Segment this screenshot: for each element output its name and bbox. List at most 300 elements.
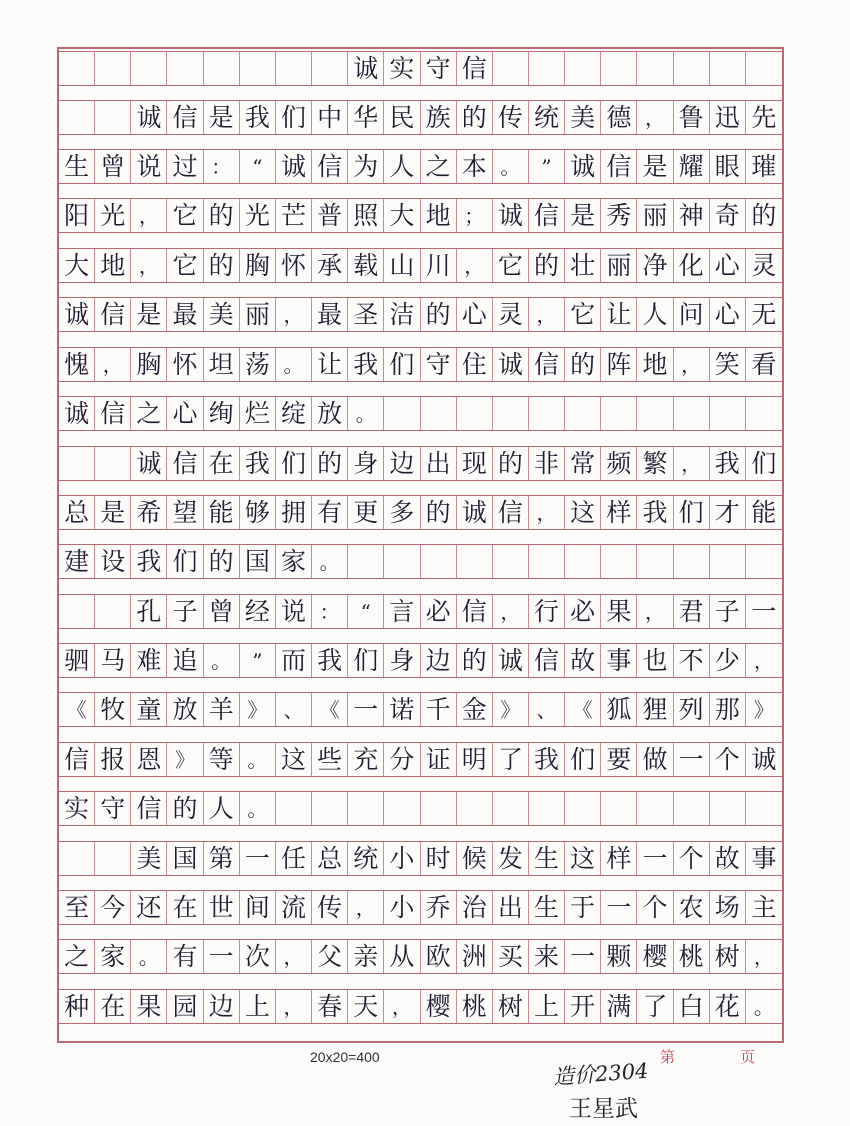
grid-cell: 诚 <box>59 298 95 331</box>
grid-cell: 小 <box>384 842 420 875</box>
grid-cell: 它 <box>493 249 529 282</box>
grid-cell: 璀 <box>751 152 777 181</box>
grid-cell <box>167 52 203 85</box>
grid-cell: 诚 <box>493 644 529 677</box>
grid-cell: 诺 <box>384 693 420 726</box>
grid-cell: ， <box>637 595 673 628</box>
grid-cell: 买 <box>493 940 529 973</box>
grid-cell: 于 <box>565 891 601 924</box>
grid-cell <box>746 792 782 825</box>
grid-cell: 一 <box>601 891 637 924</box>
grid-cell <box>746 397 782 430</box>
grid-cell: 绽 <box>276 397 312 430</box>
grid-cell: 曾 <box>204 595 240 628</box>
grid-cell: 望 <box>167 496 203 529</box>
grid-cell: 丽 <box>637 199 673 232</box>
grid-cell: 让 <box>601 298 637 331</box>
grid-cell: 信 <box>95 397 131 430</box>
grid-cell: 传 <box>312 891 348 924</box>
grid-cell: 还 <box>131 891 167 924</box>
grid-cell <box>601 792 637 825</box>
grid-cell: 有 <box>167 940 203 973</box>
grid-cell: 种 <box>59 990 95 1023</box>
grid-cell: 桃 <box>457 990 493 1023</box>
grid-cell: 放 <box>312 397 348 430</box>
grid-cell <box>565 792 601 825</box>
grid-cell: ， <box>529 298 565 331</box>
grid-row <box>59 989 782 1024</box>
grid-cell <box>674 545 710 578</box>
grid-cell <box>493 792 529 825</box>
grid-cell: 们 <box>348 644 384 677</box>
page-label-di: 第 <box>660 1049 676 1066</box>
grid-cell: ， <box>493 595 529 628</box>
grid-cell: 们 <box>674 496 710 529</box>
grid-cell: 一 <box>751 597 777 626</box>
grid-cell: 世 <box>204 891 240 924</box>
grid-cell <box>674 52 710 85</box>
grid-cell <box>276 52 312 85</box>
grid-cell: ， <box>348 891 384 924</box>
grid-cell: 奇 <box>710 199 746 232</box>
grid-cell: 花 <box>710 990 746 1023</box>
grid-cell: 信 <box>167 447 203 480</box>
grid-cell: 是 <box>95 496 131 529</box>
grid-cell: 地 <box>421 199 457 232</box>
grid-cell: 必 <box>565 595 601 628</box>
grid-cell <box>637 545 673 578</box>
grid-cell: 、 <box>529 693 565 726</box>
grid-cell: 神 <box>674 199 710 232</box>
grid-cell: 》 <box>493 693 529 726</box>
grid-cell: 我 <box>637 496 673 529</box>
grid-cell: 载 <box>348 249 384 282</box>
grid-cell <box>457 397 493 430</box>
grid-cell: 让 <box>312 348 348 381</box>
grid-cell <box>348 545 384 578</box>
grid-cell: 乔 <box>421 891 457 924</box>
grid-cell: 信 <box>167 101 203 134</box>
grid-cell: 一 <box>348 693 384 726</box>
grid-cell: 亲 <box>348 940 384 973</box>
grid-cell: 做 <box>637 743 673 776</box>
grid-cell: 少 <box>710 644 746 677</box>
grid-cell: 看 <box>751 350 777 379</box>
grid-cell: 信 <box>131 792 167 825</box>
grid-cell: 它 <box>565 298 601 331</box>
grid-row <box>59 692 782 727</box>
grid-cell: 明 <box>457 743 493 776</box>
grid-cell: 总 <box>59 496 95 529</box>
grid-cell: 治 <box>457 891 493 924</box>
grid-cell: 在 <box>204 447 240 480</box>
grid-cell: 的 <box>421 298 457 331</box>
grid-cell: 《 <box>312 693 348 726</box>
grid-cell: 阳 <box>59 199 95 232</box>
grid-cell: ； <box>457 199 493 232</box>
grid-cell <box>421 545 457 578</box>
grid-cell <box>95 447 131 480</box>
grid-cell <box>312 52 348 85</box>
grid-cell: 些 <box>312 743 348 776</box>
grid-cell: 的 <box>204 199 240 232</box>
grid-cell <box>493 545 529 578</box>
grid-cell: 的 <box>751 201 777 230</box>
grid-cell: 样 <box>601 842 637 875</box>
grid-cell: 地 <box>95 249 131 282</box>
grid-cell: 笑 <box>710 348 746 381</box>
grid-cell: ， <box>753 648 774 673</box>
grid-cell: 信 <box>529 644 565 677</box>
grid-cell: 坦 <box>204 348 240 381</box>
grid-cell <box>421 397 457 430</box>
grid-cell: 个 <box>637 891 673 924</box>
grid-cell: 边 <box>384 447 420 480</box>
grid-cell <box>131 52 167 85</box>
grid-cell: 胸 <box>131 348 167 381</box>
grid-cell: 能 <box>204 496 240 529</box>
grid-cell: 》 <box>167 743 203 776</box>
grid-cell: 壮 <box>565 249 601 282</box>
grid-cell: 美 <box>131 842 167 875</box>
grid-cell: 等 <box>204 743 240 776</box>
grid-cell: 的 <box>167 792 203 825</box>
grid-cell: 非 <box>529 447 565 480</box>
grid-cell: 故 <box>710 842 746 875</box>
grid-cell: 鲁 <box>674 101 710 134</box>
grid-cell: 追 <box>167 644 203 677</box>
grid-cell: 生 <box>529 842 565 875</box>
grid-cell: 这 <box>565 842 601 875</box>
grid-row <box>59 396 782 431</box>
grid-cell: 人 <box>204 792 240 825</box>
grid-cell: 诚 <box>276 150 312 183</box>
grid-cell: 承 <box>312 249 348 282</box>
grid-cell: 诚 <box>565 150 601 183</box>
grid-cell: 的 <box>493 447 529 480</box>
grid-cell: 我 <box>710 447 746 480</box>
grid-cell: 身 <box>384 644 420 677</box>
grid-cell: 更 <box>348 496 384 529</box>
grid-cell: 诚 <box>348 52 384 85</box>
grid-cell <box>59 52 95 85</box>
grid-cell: 我 <box>240 101 276 134</box>
grid-cell: 普 <box>312 199 348 232</box>
grid-cell: 有 <box>312 496 348 529</box>
grid-cell: 桃 <box>674 940 710 973</box>
grid-cell <box>384 792 420 825</box>
grid-cell: 荡 <box>240 348 276 381</box>
grid-cell: 眼 <box>710 150 746 183</box>
grid-cell: 要 <box>601 743 637 776</box>
grid-cell: 树 <box>493 990 529 1023</box>
grid-cell: 是 <box>565 199 601 232</box>
grid-cell <box>312 792 348 825</box>
grid-cell <box>95 101 131 134</box>
grid-cell: 难 <box>131 644 167 677</box>
grid-cell: “ <box>348 595 384 628</box>
grid-cell: 园 <box>167 990 203 1023</box>
grid-cell: 诚 <box>131 447 167 480</box>
grid-cell: ： <box>204 150 240 183</box>
grid-cell: 们 <box>384 348 420 381</box>
grid-cell: 满 <box>601 990 637 1023</box>
grid-cell: 过 <box>167 150 203 183</box>
grid-cell: 诚 <box>751 745 777 774</box>
grid-cell: ， <box>276 298 312 331</box>
grid-cell: 行 <box>529 595 565 628</box>
grid-cell: 而 <box>276 644 312 677</box>
grid-cell: 果 <box>601 595 637 628</box>
grid-cell: 守 <box>95 792 131 825</box>
grid-cell: 丽 <box>240 298 276 331</box>
grid-cell: ， <box>276 990 312 1023</box>
grid-cell: 的 <box>312 447 348 480</box>
grid-cell <box>565 545 601 578</box>
grid-cell: 信 <box>457 52 493 85</box>
grid-cell: ， <box>276 940 312 973</box>
grid-cell: 信 <box>312 150 348 183</box>
grid-cell: 我 <box>240 447 276 480</box>
grid-cell: 在 <box>95 990 131 1023</box>
author-name: 王星武 <box>569 1096 638 1122</box>
grid-cell: 光 <box>240 199 276 232</box>
grid-cell: 上 <box>529 990 565 1023</box>
grid-cell: 是 <box>637 150 673 183</box>
grid-cell: 山 <box>384 249 420 282</box>
grid-cell: 家 <box>276 545 312 578</box>
grid-cell: 是 <box>204 101 240 134</box>
grid-cell: 充 <box>348 743 384 776</box>
grid-cell <box>746 52 782 85</box>
grid-cell: 化 <box>674 249 710 282</box>
grid-cell: 任 <box>276 842 312 875</box>
grid-cell: 是 <box>131 298 167 331</box>
grid-cell: 拥 <box>276 496 312 529</box>
grid-cell: 无 <box>751 300 777 329</box>
grid-cell: ， <box>384 990 420 1023</box>
grid-cell <box>384 545 420 578</box>
grid-cell: 守 <box>421 348 457 381</box>
grid-cell: ， <box>674 348 710 381</box>
grid-cell: 。 <box>240 743 276 776</box>
grid-cell: 树 <box>710 940 746 973</box>
grid-cell: 事 <box>601 644 637 677</box>
grid-cell: ， <box>529 496 565 529</box>
grid-cell: 。 <box>204 644 240 677</box>
grid-cell: 事 <box>751 844 777 873</box>
grid-cell: 来 <box>529 940 565 973</box>
grid-cell: 们 <box>167 545 203 578</box>
grid-cell: 一 <box>565 940 601 973</box>
grid-cell: 》 <box>753 697 774 722</box>
grid-cell: 时 <box>421 842 457 875</box>
grid-cell: 的 <box>565 348 601 381</box>
grid-row <box>59 841 782 876</box>
grid-cell: 报 <box>95 743 131 776</box>
grid-cell: 照 <box>348 199 384 232</box>
grid-row <box>59 100 782 135</box>
grid-cell: 国 <box>167 842 203 875</box>
grid-cell <box>59 101 95 134</box>
grid-cell: 心 <box>457 298 493 331</box>
grid-cell: 实 <box>384 52 420 85</box>
grid-cell: 父 <box>312 940 348 973</box>
grid-cell: 农 <box>674 891 710 924</box>
grid-cell: 在 <box>167 891 203 924</box>
grid-cell <box>384 397 420 430</box>
grid-cell: 。 <box>493 150 529 183</box>
grid-cell <box>276 792 312 825</box>
grid-cell: 间 <box>240 891 276 924</box>
grid-cell <box>529 545 565 578</box>
grid-cell: 牧 <box>95 693 131 726</box>
grid-cell: ， <box>637 101 673 134</box>
grid-cell: 洲 <box>457 940 493 973</box>
grid-cell: 至 <box>59 891 95 924</box>
grid-cell: 它 <box>167 249 203 282</box>
grid-cell: 千 <box>421 693 457 726</box>
grid-cell: 信 <box>457 595 493 628</box>
grid-cell: 金 <box>457 693 493 726</box>
grid-cell: 。 <box>131 940 167 973</box>
grid-cell: 出 <box>493 891 529 924</box>
grid-cell: 身 <box>348 447 384 480</box>
grid-cell: ， <box>95 348 131 381</box>
grid-cell: 家 <box>95 940 131 973</box>
grid-cell <box>59 842 95 875</box>
grid-cell: 美 <box>565 101 601 134</box>
grid-cell: 们 <box>751 449 777 478</box>
grid-cell: 一 <box>674 743 710 776</box>
grid-row <box>59 149 782 184</box>
page-label-ye: 页 <box>740 1049 756 1066</box>
grid-cell <box>457 545 493 578</box>
grid-row <box>59 890 782 925</box>
grid-cell: 一 <box>204 940 240 973</box>
grid-cell: ” <box>529 150 565 183</box>
grid-cell: ” <box>240 644 276 677</box>
grid-cell: 能 <box>751 498 777 527</box>
grid-cell: 诚 <box>493 199 529 232</box>
grid-cell <box>95 52 131 85</box>
grid-cell: 信 <box>95 298 131 331</box>
grid-cell: 统 <box>529 101 565 134</box>
grid-cell: 样 <box>601 496 637 529</box>
grid-cell: 问 <box>674 298 710 331</box>
grid-cell: 胸 <box>240 249 276 282</box>
grid-cell: 这 <box>276 743 312 776</box>
grid-cell: 民 <box>384 101 420 134</box>
grid-row <box>59 791 782 826</box>
grid-cell: 子 <box>167 595 203 628</box>
grid-cell: 狸 <box>637 693 673 726</box>
grid-cell <box>240 52 276 85</box>
grid-cell: 它 <box>167 199 203 232</box>
grid-cell <box>710 52 746 85</box>
grid-cell: 今 <box>95 891 131 924</box>
grid-cell <box>565 52 601 85</box>
grid-cell <box>59 595 95 628</box>
grid-cell: 们 <box>565 743 601 776</box>
grid-cell <box>601 545 637 578</box>
grid-cell <box>59 447 95 480</box>
grid-cell: 之 <box>421 150 457 183</box>
grid-cell: 的 <box>529 249 565 282</box>
grid-cell: 君 <box>674 595 710 628</box>
grid-cell: 一 <box>637 842 673 875</box>
grid-cell: 。 <box>276 348 312 381</box>
grid-cell: 的 <box>204 545 240 578</box>
grid-cell: 必 <box>421 595 457 628</box>
grid-cell: 春 <box>312 990 348 1023</box>
grid-cell: 第 <box>204 842 240 875</box>
grid-cell: 够 <box>240 496 276 529</box>
grid-cell: 们 <box>276 101 312 134</box>
grid-cell: 主 <box>751 893 777 922</box>
grid-cell: 从 <box>384 940 420 973</box>
grid-row <box>59 347 782 382</box>
grid-cell: “ <box>240 150 276 183</box>
grid-row <box>59 495 782 530</box>
grid-cell: 繁 <box>637 447 673 480</box>
grid-cell: 开 <box>565 990 601 1023</box>
grid-row <box>59 643 782 678</box>
grid-cell: 那 <box>710 693 746 726</box>
grid-cell: 族 <box>421 101 457 134</box>
grid-cell: 川 <box>421 249 457 282</box>
grid-cell: 光 <box>95 199 131 232</box>
grid-cell: 发 <box>493 842 529 875</box>
grid-cell: 信 <box>493 496 529 529</box>
grid-row <box>59 198 782 233</box>
grid-cell: 国 <box>240 545 276 578</box>
grid-cell: 樱 <box>637 940 673 973</box>
grid-row <box>59 544 782 579</box>
grid-cell: 个 <box>674 842 710 875</box>
grid-cell <box>565 397 601 430</box>
grid-cell <box>637 792 673 825</box>
grid-cell <box>529 792 565 825</box>
grid-cell: 了 <box>637 990 673 1023</box>
grid-cell: ， <box>131 199 167 232</box>
grid-cell: 场 <box>710 891 746 924</box>
grid-cell <box>348 792 384 825</box>
grid-cell: 信 <box>59 743 95 776</box>
grid-cell: 洁 <box>384 298 420 331</box>
grid-cell <box>95 595 131 628</box>
grid-cell: 也 <box>637 644 673 677</box>
grid-cell: 大 <box>384 199 420 232</box>
grid-cell: 秀 <box>601 199 637 232</box>
grid-cell: 小 <box>384 891 420 924</box>
grid-cell: 最 <box>167 298 203 331</box>
grid-cell <box>710 397 746 430</box>
grid-cell: ， <box>674 447 710 480</box>
grid-cell <box>421 792 457 825</box>
grid-cell: 童 <box>131 693 167 726</box>
grid-cell: 人 <box>384 150 420 183</box>
grid-cell: 。 <box>240 792 276 825</box>
grid-cell: 马 <box>95 644 131 677</box>
grid-row <box>59 248 782 283</box>
grid-cell: 怀 <box>167 348 203 381</box>
grid-cell: 颗 <box>601 940 637 973</box>
grid-cell: 愧 <box>59 348 95 381</box>
grid-cell: 芒 <box>276 199 312 232</box>
grid-cell: 圣 <box>348 298 384 331</box>
grid-cell: 诚 <box>493 348 529 381</box>
